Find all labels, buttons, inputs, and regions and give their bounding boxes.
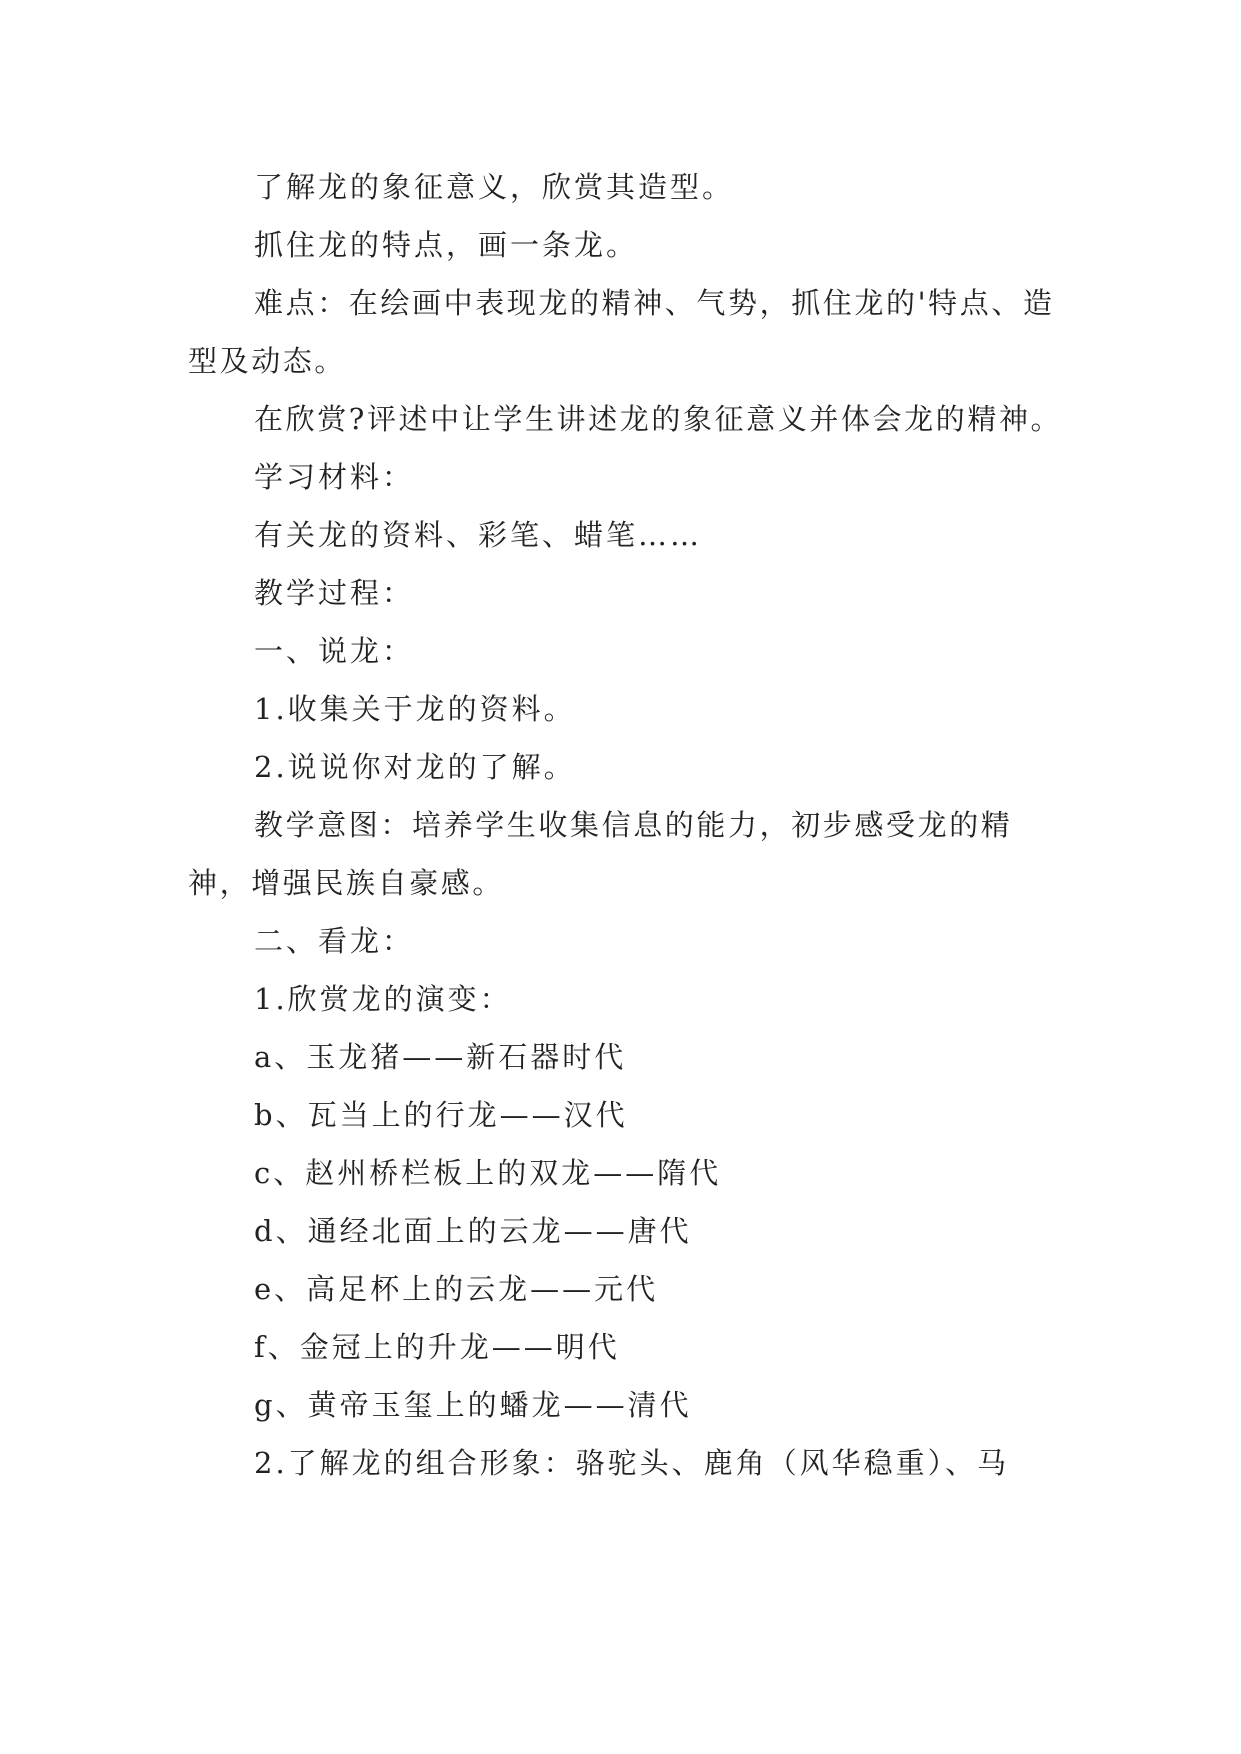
paragraph: c、赵州桥栏板上的双龙——隋代 bbox=[254, 1156, 722, 1190]
paragraph: 抓住龙的特点，画一条龙。 bbox=[254, 228, 639, 262]
paragraph: 教学过程： bbox=[254, 576, 415, 610]
paragraph: 1.收集关于龙的资料。 bbox=[254, 692, 576, 726]
paragraph: 1.欣赏龙的演变： bbox=[254, 982, 512, 1016]
paragraph: 二、看龙： bbox=[254, 924, 415, 958]
paragraph: 有关龙的资料、彩笔、蜡笔…… bbox=[254, 518, 703, 552]
paragraph: 一、说龙： bbox=[254, 634, 415, 668]
document-body bbox=[188, 158, 1068, 1492]
paragraph: 2.说说你对龙的了解。 bbox=[254, 750, 576, 784]
paragraph: g、黄帝玉玺上的蟠龙——清代 bbox=[254, 1388, 692, 1422]
paragraph: 了解龙的象征意义，欣赏其造型。 bbox=[254, 170, 735, 204]
paragraph: e、高足杯上的云龙——元代 bbox=[254, 1272, 659, 1306]
paragraph: 难点：在绘画中表现龙的精神、气势，抓住龙的'特点、造型及动态。 bbox=[188, 286, 1055, 378]
paragraph: a、玉龙猪——新石器时代 bbox=[254, 1040, 627, 1074]
paragraph: b、瓦当上的行龙——汉代 bbox=[254, 1098, 628, 1132]
paragraph: 教学意图：培养学生收集信息的能力，初步感受龙的精神，增强民族自豪感。 bbox=[188, 808, 1013, 900]
paragraph: d、通经北面上的云龙——唐代 bbox=[254, 1214, 692, 1248]
paragraph: 2.了解龙的组合形象：骆驼头、鹿角（风华稳重）、马 bbox=[254, 1446, 1010, 1480]
paragraph: f、金冠上的升龙——明代 bbox=[254, 1330, 620, 1364]
paragraph: 在欣赏?评述中让学生讲述龙的象征意义并体会龙的精神。 bbox=[254, 402, 1063, 436]
paragraph: 学习材料： bbox=[254, 460, 415, 494]
